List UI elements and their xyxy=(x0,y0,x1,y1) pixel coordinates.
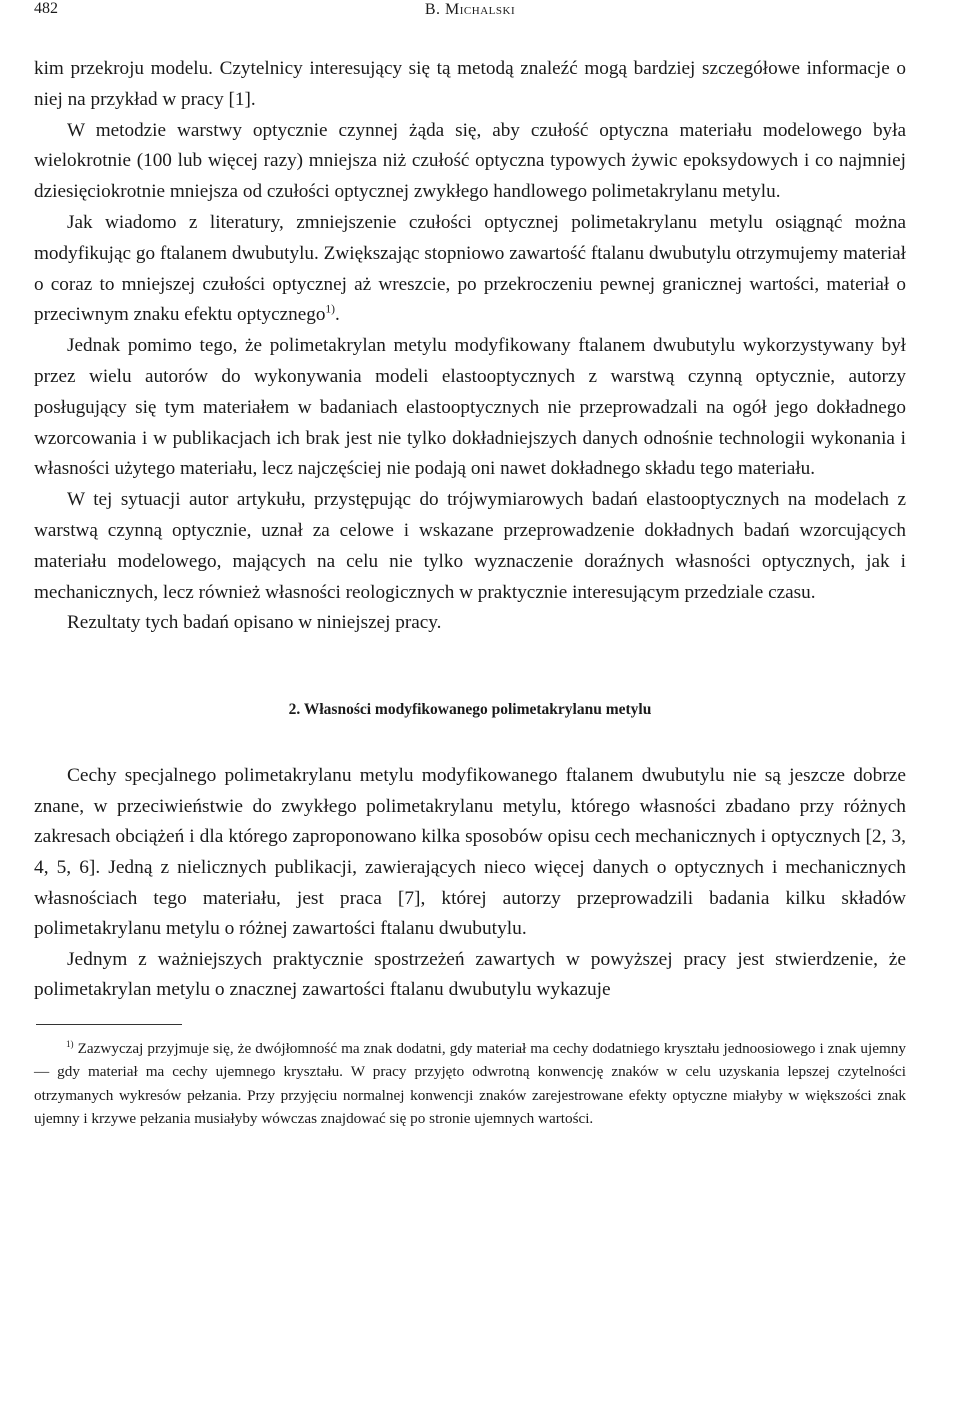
paragraph-literature-end: . xyxy=(335,304,340,326)
paragraph-author-situation: W tej sytuacji autor artykułu, przystępując do trójwymiarowych badań elastooptycznych na modelach z warstwą czynną optycznie, uznał za celowe i wskazane przeprowadzenie dokładnych badań wzorcujących materiału modelowego, mających na celu nie tylko wyznaczenie doraźnych własności optycznych, jak i mechanicznych, lecz również własności reologicznych w praktycznie interesującym przedziale czasu. xyxy=(34,489,906,603)
running-header xyxy=(34,0,906,30)
footnotes xyxy=(34,1037,906,1131)
page-number: 482 xyxy=(34,0,58,17)
footnote-text: Zazwyczaj przyjmuje się, że dwójłomność ma znak dodatni, gdy materiał ma cechy dodatniego kryształu jednoosiowego i znak ujemny — gdy materiał ma cechy ujemnego kryształu. W pracy przyjęto odwrotną konwencję znaków w celu uzyskania lepszej czytelności otrzymanych wykresów pełzania. Przy przyjęciu normalnej konwencji znaków zarejestrowane efekty optyczne miałyby w większości znak ujemny i krzywe pełzania musiałyby wówczas znajdować się po stronie ujemnych wartości. xyxy=(34,1039,906,1128)
intro-text xyxy=(34,54,906,639)
journal-page xyxy=(34,0,906,1131)
paragraph-important-observation: Jednym z ważniejszych praktycznie spostrzeżeń zawartych w powyższej pracy jest stwierdzenie, że polimetakrylan metylu o znacznej zawartości ftalanu dwubutylu wykazuje xyxy=(34,948,906,1001)
author-name: Michalski xyxy=(445,1,516,18)
footnote-divider xyxy=(36,1024,182,1025)
paragraph-literature-note xyxy=(34,208,906,331)
paragraph-results-summary: Rezultaty tych badań opisano w niniejszej pracy. xyxy=(67,612,442,634)
section-heading: 2. Własności modyfikowanego polimetakrylanu metylu xyxy=(288,701,652,719)
running-header-author xyxy=(34,1,906,19)
paragraph-optical-layer-method: W metodzie warstwy optycznie czynnej żąda się, aby czułość optyczna materiału modelowego była wielokrotnie (100 lub więcej razy) mniejsza niż czułość optyczna typowych żywic epoksydowych i co najmniej dziesięciokrotnie mniejsza od czułości optycznej zwykłego handlowego polimetakrylanu metylu. xyxy=(34,119,906,203)
section-two-text xyxy=(34,761,906,1006)
footnote-item xyxy=(34,1037,906,1131)
footnote-reference: 1) xyxy=(325,303,336,316)
author-initial: B. xyxy=(424,1,441,18)
paragraph-previous-research: Jednak pomimo tego, że polimetakrylan metylu modyfikowany ftalanem dwubutylu wykorzystywany był przez wielu autorów do wykonywania modeli elastooptycznych z warstwą czynną optycznie, autorzy posługujący się tym materiałem w badaniach elastooptycznych nie przeprowadzali na ogół jego dokładnego wzorcowania i w publikacjach ich brak jest nie tylko dokładniejszych danych odnośnie technologii wykonania i własności użytego materiału, lecz najczęściej nie podają oni nawet dokładnego składu tego materiału. xyxy=(34,335,906,480)
paragraph-continuation: kim przekroju modelu. Czytelnicy interesujący się tą metodą znaleźć mogą bardziej szczegółowe informacje o niej na przykład w pracy [1]. xyxy=(34,58,906,110)
footnote-marker: 1) xyxy=(66,1038,74,1049)
paragraph-literature-text: Jak wiadomo z literatury, zmniejszenie czułości optycznej polimetakrylanu metylu osiągnąć można modyfikując go ftalanem dwubutylu. Zwiększając stopniowo zawartość ftalanu dwubutylu otrzymujemy materiał o coraz to mniejszej czułości optycznej aż wreszcie, po przekroczeniu pewnej granicznej wartości, materiał o przeciwnym znaku efektu optycznego xyxy=(34,211,906,326)
paragraph-material-properties: Cechy specjalnego polimetakrylanu metylu modyfikowanego ftalanem dwubutylu nie są jeszcze dobrze znane, w przeciwieństwie do zwykłego polimetakrylanu metylu, którego własności zbadano przy różnych zakresach obciążeń i dla którego zaproponowano kilka sposobów opisu cech mechanicznych i optycznych [2, 3, 4, 5, 6]. Jedną z nielicznych publikacji, zawierających nieco więcej danych o optycznych i mechanicznych własnościach tego materiału, jest praca [7], której autorzy przeprowadzili badania kilku składów polimetakrylanu metylu o różnej zawartości ftalanu dwubutylu. xyxy=(34,765,906,940)
